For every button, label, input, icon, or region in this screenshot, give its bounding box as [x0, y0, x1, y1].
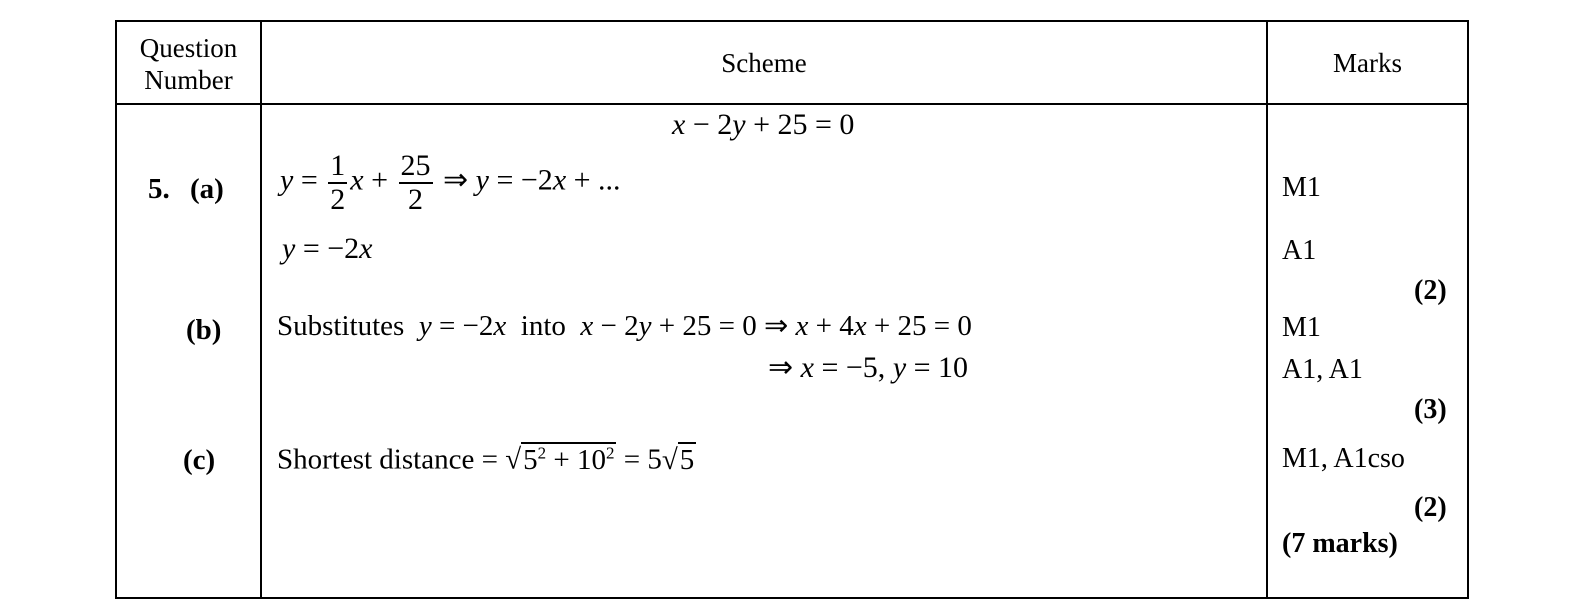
- mark-c-1: M1, A1cso: [1282, 443, 1405, 474]
- subtotal-c: (2): [1414, 492, 1447, 523]
- given-line-equation: x − 2y + 25 = 0: [672, 108, 855, 141]
- part-b-line-2: ⇒ x = −5, y = 10: [768, 351, 969, 384]
- header-divider: [115, 103, 1469, 105]
- header-marks: Marks: [1333, 48, 1402, 78]
- mark-b-2: A1, A1: [1282, 354, 1363, 385]
- header-scheme: Scheme: [721, 48, 807, 78]
- part-b-line-1: Substitutes y = −2x into x − 2y + 25 = 0 ⇒ x + 4x + 25 = 0: [277, 310, 972, 342]
- question-number: 5.: [148, 173, 170, 205]
- part-c-line-1: Shortest distance = $√5^2 + 10^2 = 5√5$: [277, 443, 695, 476]
- subtotal-a: (2): [1414, 275, 1447, 306]
- part-a-label: (a): [190, 173, 224, 205]
- header-question-number: Question Number: [139, 33, 238, 95]
- subtotal-b: (3): [1414, 394, 1447, 425]
- part-a-line-1: y = $\frac{1}{2}$ x + $\frac{25}{2}$ ⇒ y = −2x + ...: [280, 149, 621, 216]
- mark-a-1: M1: [1282, 172, 1321, 203]
- total-marks: (7 marks): [1282, 528, 1398, 559]
- column-divider-2: [1266, 20, 1268, 599]
- part-b-label: (b): [186, 314, 222, 346]
- mark-a-2: A1: [1282, 235, 1317, 266]
- mark-b-1: M1: [1282, 312, 1321, 343]
- part-c-label: (c): [183, 444, 216, 476]
- column-divider-1: [260, 20, 262, 599]
- part-a-line-2: y = −2x: [282, 232, 373, 265]
